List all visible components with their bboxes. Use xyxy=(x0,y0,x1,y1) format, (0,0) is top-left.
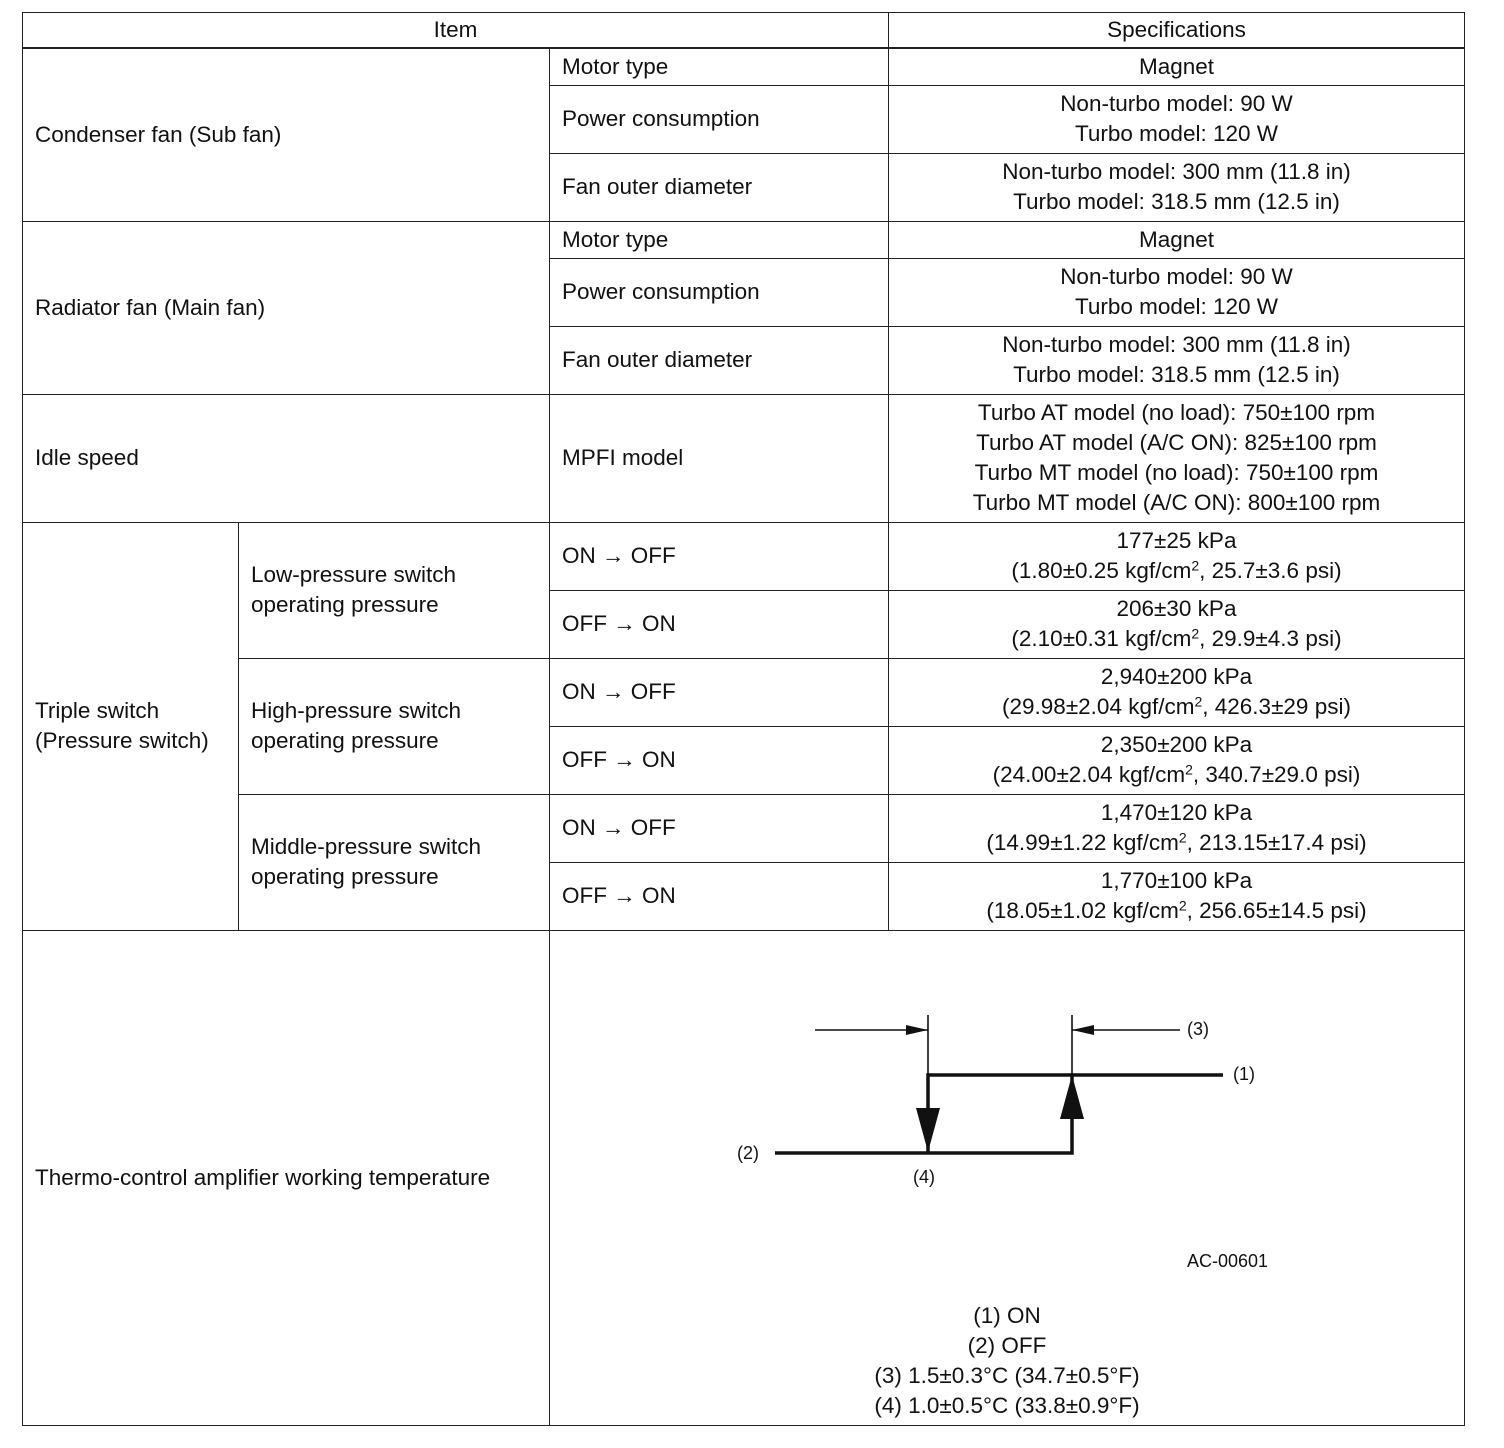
spec-line: Non-turbo model: 90 W xyxy=(1060,91,1293,116)
conversion-line xyxy=(901,828,1452,858)
table-row xyxy=(23,794,1465,862)
direction-label: OFF → ON xyxy=(550,726,889,794)
condenser-fan-label: Condenser fan (Sub fan) xyxy=(23,48,550,221)
conv-a: (29.98±2.04 kgf/cm xyxy=(1002,694,1195,719)
spec-line: Non-turbo model: 300 mm (11.8 in) xyxy=(1002,332,1351,357)
spec-line: Turbo MT model (A/C ON): 800±100 rpm xyxy=(972,490,1381,515)
header-item: Item xyxy=(23,13,889,49)
kpa-line: 2,940±200 kPa xyxy=(1100,664,1253,689)
conversion-line xyxy=(901,760,1452,790)
condenser-motor-type-value: Magnet xyxy=(889,48,1465,85)
label-1: (1) xyxy=(1233,1063,1255,1084)
idle-speed-label: Idle speed xyxy=(23,394,550,522)
group-line1: Low-pressure switch xyxy=(251,562,457,587)
legend-item: (2) OFF xyxy=(967,1332,1047,1358)
table-header-row xyxy=(23,13,1465,49)
conv-b: , 256.65±14.5 psi) xyxy=(1186,898,1367,923)
label-4: (4) xyxy=(913,1166,935,1187)
group-line2: operating pressure xyxy=(251,728,439,753)
conv-a: (18.05±1.02 kgf/cm xyxy=(986,898,1179,923)
conv-a: (1.80±0.25 kgf/cm xyxy=(1011,558,1192,583)
spec-line: Turbo model: 318.5 mm (12.5 in) xyxy=(1013,362,1340,387)
idle-speed-value xyxy=(889,394,1465,522)
direction-label: OFF → ON xyxy=(550,862,889,930)
direction-label: OFF → ON xyxy=(550,590,889,658)
legend-item: (4) 1.0±0.5°C (33.8±0.9°F) xyxy=(874,1392,1140,1418)
condenser-diameter-label: Fan outer diameter xyxy=(550,153,889,221)
radiator-diameter-label: Fan outer diameter xyxy=(550,326,889,394)
conv-b: , 340.7±29.0 psi) xyxy=(1192,762,1361,787)
conv-b: , 25.7±3.6 psi) xyxy=(1199,558,1342,583)
conv-b: , 29.9±4.3 psi) xyxy=(1199,626,1342,651)
dimension-lines xyxy=(815,1015,1180,1095)
condenser-power-label: Power consumption xyxy=(550,85,889,153)
pressure-value xyxy=(889,726,1465,794)
down-arrow xyxy=(916,1108,940,1152)
legend-item: (3) 1.5±0.3°C (34.7±0.5°F) xyxy=(874,1362,1140,1388)
conversion-line xyxy=(901,896,1452,926)
pressure-value xyxy=(889,794,1465,862)
legend-item: (1) ON xyxy=(973,1302,1041,1328)
conversion-line xyxy=(901,556,1452,586)
kpa-line: 1,770±100 kPa xyxy=(1100,868,1253,893)
group-line2: operating pressure xyxy=(251,864,439,889)
spec-line: Non-turbo model: 300 mm (11.8 in) xyxy=(1002,159,1351,184)
superscript: 2 xyxy=(1191,557,1200,574)
middle-pressure-switch-label xyxy=(239,794,550,930)
conv-a: (2.10±0.31 kgf/cm xyxy=(1011,626,1192,651)
conv-b: , 213.15±17.4 psi) xyxy=(1186,830,1367,855)
superscript: 2 xyxy=(1178,829,1187,846)
conversion-line xyxy=(901,624,1452,654)
direction-label: ON → OFF xyxy=(550,658,889,726)
table-row xyxy=(23,221,1465,258)
figure-code: AC-00601 xyxy=(1187,1250,1269,1271)
label-2: (2) xyxy=(737,1142,759,1163)
superscript: 2 xyxy=(1185,761,1193,778)
hysteresis-path xyxy=(775,1075,1223,1153)
table-row xyxy=(23,48,1465,85)
table-row xyxy=(23,930,1465,1425)
pressure-value xyxy=(889,658,1465,726)
table-row xyxy=(23,394,1465,522)
pressure-value xyxy=(889,590,1465,658)
idle-speed-sub-label: MPFI model xyxy=(550,394,889,522)
spec-line: Turbo model: 120 W xyxy=(1074,121,1278,146)
conv-a: (14.99±1.22 kgf/cm xyxy=(986,830,1179,855)
spec-line: Turbo AT model (no load): 750±100 rpm xyxy=(977,400,1376,425)
thermo-diagram-cell xyxy=(550,930,1465,1425)
table-row xyxy=(23,658,1465,726)
condenser-diameter-value xyxy=(889,153,1465,221)
thermo-hysteresis-diagram xyxy=(551,931,1463,1301)
group-line1: Middle-pressure switch xyxy=(251,834,482,859)
kpa-line: 206±30 kPa xyxy=(1116,596,1237,621)
radiator-diameter-value xyxy=(889,326,1465,394)
label-3: (3) xyxy=(1187,1018,1209,1039)
dimension-arrowhead-right xyxy=(1072,1025,1094,1035)
spec-line: Turbo model: 120 W xyxy=(1074,294,1278,319)
radiator-power-value xyxy=(889,258,1465,326)
conv-b: , 426.3±29 psi) xyxy=(1202,694,1351,719)
conv-a: (24.00±2.04 kgf/cm xyxy=(992,762,1186,787)
triple-switch-line1: Triple switch xyxy=(35,698,160,723)
triple-switch-line2: (Pressure switch) xyxy=(35,728,209,753)
dimension-arrowhead-left xyxy=(906,1025,928,1035)
condenser-motor-type-label: Motor type xyxy=(550,48,889,85)
table-row xyxy=(23,522,1465,590)
superscript: 2 xyxy=(1178,897,1187,914)
radiator-fan-label: Radiator fan (Main fan) xyxy=(23,221,550,394)
superscript: 2 xyxy=(1194,693,1203,710)
spec-line: Turbo MT model (no load): 750±100 rpm xyxy=(974,460,1379,485)
conversion-line xyxy=(901,692,1452,722)
kpa-line: 177±25 kPa xyxy=(1116,528,1237,553)
radiator-motor-type-label: Motor type xyxy=(550,221,889,258)
radiator-power-label: Power consumption xyxy=(550,258,889,326)
thermo-label: Thermo-control amplifier working temperature xyxy=(23,930,550,1425)
group-line1: High-pressure switch xyxy=(251,698,462,723)
spec-line: Non-turbo model: 90 W xyxy=(1060,264,1293,289)
pressure-value xyxy=(889,522,1465,590)
spec-line: Turbo model: 318.5 mm (12.5 in) xyxy=(1013,189,1340,214)
spec-line: Turbo AT model (A/C ON): 825±100 rpm xyxy=(976,430,1377,455)
direction-label: ON → OFF xyxy=(550,794,889,862)
condenser-power-value xyxy=(889,85,1465,153)
direction-label: ON → OFF xyxy=(550,522,889,590)
low-pressure-switch-label xyxy=(239,522,550,658)
up-arrow xyxy=(1060,1075,1084,1119)
kpa-line: 2,350±200 kPa xyxy=(1100,732,1253,757)
superscript: 2 xyxy=(1191,625,1200,642)
kpa-line: 1,470±120 kPa xyxy=(1100,800,1253,825)
header-specifications: Specifications xyxy=(889,13,1465,49)
specifications-table xyxy=(22,12,1465,1426)
radiator-motor-type-value: Magnet xyxy=(889,221,1465,258)
pressure-value xyxy=(889,862,1465,930)
high-pressure-switch-label xyxy=(239,658,550,794)
triple-switch-label xyxy=(23,522,239,930)
group-line2: operating pressure xyxy=(251,592,439,617)
thermo-legend xyxy=(550,1301,1464,1425)
